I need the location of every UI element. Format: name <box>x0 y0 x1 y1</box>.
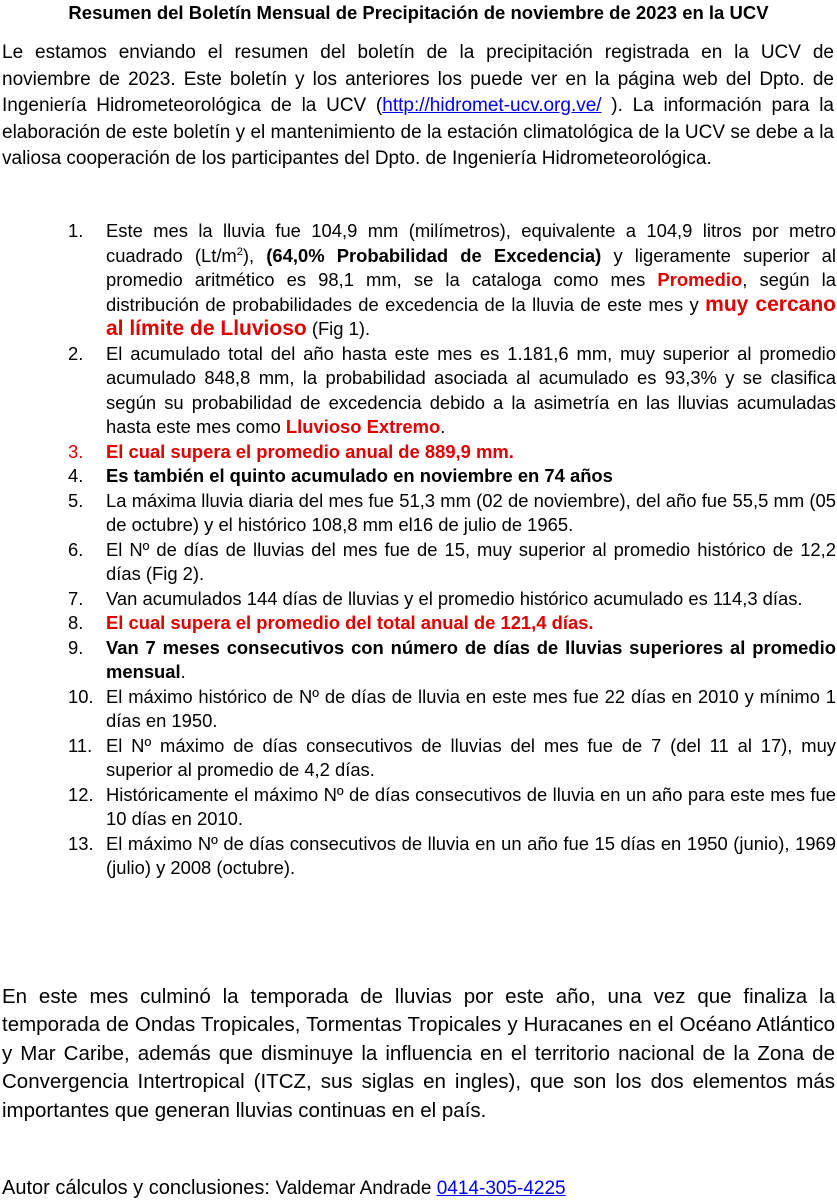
list-item-text: Históricamente el máximo Nº de días consecutivos de lluvia en un año para este mes fue 10 días en 2010. <box>106 783 836 829</box>
list-item <box>68 636 836 685</box>
list-item-number: 5. <box>68 489 84 511</box>
author-line <box>2 1175 835 1202</box>
list-item-number: 3. <box>68 440 84 462</box>
list-item-text: Van 7 meses consecutivos con número de días de lluvias superiores al promedio mensual <box>106 636 836 682</box>
list-item-text: El Nº de días de lluvias del mes fue de 15, muy superior al promedio histórico de 12,2 días (Fig 2). <box>106 538 836 584</box>
list-item-text: Este mes la lluvia fue 104,9 mm (milímetros), equivalente a 104,9 litros por metro cuadrado (Lt/m <box>106 220 836 266</box>
list-item-text: El cual supera el promedio anual de 889,9 mm. <box>106 440 514 462</box>
list-item-text: El Nº máximo de días consecutivos de lluvias del mes fue de 7 (del 11 al 17), muy superior al promedio de 4,2 días. <box>106 734 836 780</box>
list-item-number: 12. <box>68 783 94 805</box>
list-item <box>68 440 836 465</box>
list-item-number: 11. <box>68 734 93 756</box>
list-item-text: y ligeramente superior al promedio aritmético es 98,1 mm, se la cataloga como mes <box>106 244 836 290</box>
list-item-number: 4. <box>68 465 84 486</box>
list-item-number: 6. <box>68 538 84 560</box>
bulletin-title: Resumen del Boletín Mensual de Precipitación de noviembre de 2023 en la UCV <box>68 2 769 23</box>
list-item <box>68 783 836 832</box>
list-item-number: 9. <box>68 636 84 658</box>
list-item-number: 7. <box>68 587 84 609</box>
list-item <box>68 734 836 783</box>
probability-text: (64,0% Probabilidad de Excedencia) <box>266 244 602 266</box>
list-item-text: El cual supera el promedio del total anual de 121,4 días. <box>106 612 594 633</box>
list-item-text: , según la distribución de probabilidades de excedencia de la lluvia de este mes y <box>106 269 836 315</box>
website-link[interactable]: http://hidromet-ucv.org.ve/ <box>382 95 602 116</box>
list-item <box>68 611 836 636</box>
intro-paragraph <box>2 40 834 173</box>
list-item-text: . <box>180 661 186 682</box>
list-item <box>68 464 836 489</box>
intro-text-after-link: ). La información para la elaboración de este boletín y el mantenimiento de la estación climatológica de la UCV se debe a la valiosa cooperación de los participantes del Dpto. de Ingeniería Hidrometeorológica. <box>2 95 834 169</box>
list-item-text: Van acumulados 144 días de lluvias y el promedio histórico acumulado es 114,3 días. <box>106 587 803 609</box>
category-near-lluvioso: muy cercano al límite de Lluvioso <box>106 292 836 340</box>
list-item-text: Es también el quinto acumulado en noviembre en 74 años <box>106 465 613 486</box>
findings-list <box>68 219 836 881</box>
list-item-text: El acumulado total del año hasta este mes es 1.181,6 mm, muy superior al promedio acumulado 848,8 mm, la probabilidad asociada al acumulado es 93,3% y se clasifica según su probabilidad de excedencia debido a la asimetría en las lluvias acumuladas hasta este mes como <box>106 342 836 437</box>
list-item-number: 1. <box>68 220 84 241</box>
list-item-text: La máxima lluvia diaria del mes fue 51,3 mm (02 de noviembre), del año fue 55,5 mm (05 de octubre) y el histórico 108,8 mm el16 de julio de 1965. <box>106 489 836 535</box>
list-item <box>68 832 836 881</box>
list-item-number: 8. <box>68 612 84 633</box>
list-item <box>68 342 836 440</box>
category-lluvioso-extremo: Lluvioso Extremo <box>285 416 441 437</box>
category-promedio: Promedio <box>657 269 743 290</box>
list-item-number: 2. <box>68 342 84 364</box>
list-item-text: El máximo histórico de Nº de días de lluvia en este mes fue 22 días en 2010 y mínimo 1 días en 1950. <box>106 685 836 731</box>
list-item-text: (Fig 1). <box>306 318 371 339</box>
intro-text-before-link: Le estamos enviando el resumen del boletín de la precipitación registrada en la UCV de noviembre de 2023. Este boletín y los anteriores los puede ver en la página web del Dpto. de Ingeniería Hidrometeorológica de la UCV ( <box>2 42 834 116</box>
author-label: Autor cálculos y conclusiones: <box>2 1177 276 1199</box>
list-item <box>68 587 836 612</box>
superscript: 2 <box>236 245 243 258</box>
list-item-text: . <box>440 416 446 437</box>
phone-link[interactable]: 0414-305-4225 <box>436 1178 566 1199</box>
list-item <box>68 489 836 538</box>
list-item-number: 10. <box>68 685 94 707</box>
list-item-number: 13. <box>68 832 94 854</box>
list-item <box>68 685 836 734</box>
list-item <box>68 219 836 342</box>
list-item-text: ), <box>242 244 267 266</box>
author-name: Valdemar Andrade <box>275 1178 437 1199</box>
list-item <box>68 538 836 587</box>
list-item-text: El máximo Nº de días consecutivos de lluvia en un año fue 15 días en 1950 (junio), 1969 (julio) y 2008 (octubre). <box>106 832 836 878</box>
closing-paragraph: En este mes culminó la temporada de lluvias por este año, una vez que finaliza la temporada de Ondas Tropicales, Tormentas Tropicales y Huracanes en el Océano Atlántico y Mar Caribe, además que disminuye la influencia en el territorio nacional de la Zona de Convergencia Intertropical (ITCZ, sus siglas en ingles), que son los dos elementos más importantes que generan lluvias continuas en el país. <box>2 985 835 1122</box>
